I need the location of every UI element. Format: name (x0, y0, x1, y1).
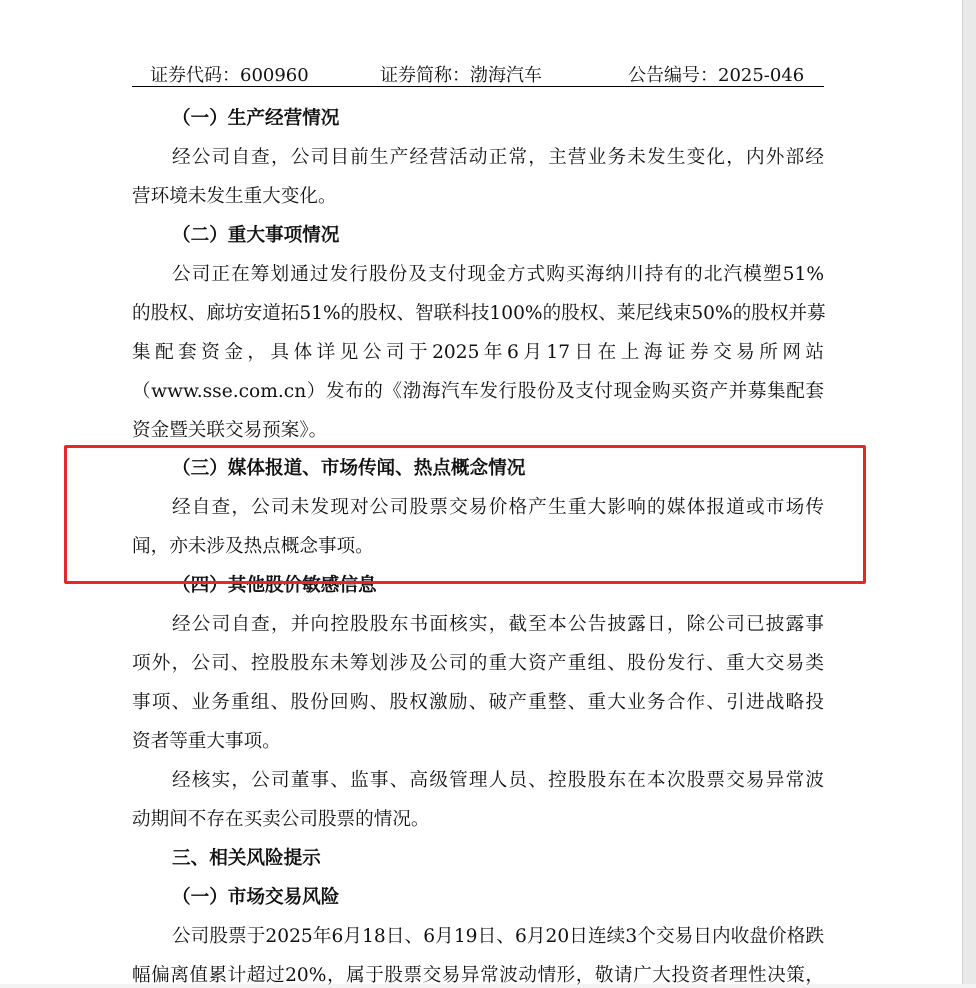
notice-number: 公告编号：2025-046 (628, 65, 805, 86)
section-heading: （一）市场交易风险 (172, 887, 340, 908)
paragraph-line: 集配套资金，具体详见公司于2025年6月17日在上海证券交易所网站 (132, 342, 824, 363)
paragraph-line: 公司股票于2025年6月18日、6月19日、6月20日连续3个交易日内收盘价格跌 (172, 926, 824, 947)
paragraph-line: 幅偏离值累计超过20%，属于股票交易异常波动情形，敬请广大投资者理性决策， (132, 965, 824, 986)
paragraph-line: 的股权、廊坊安道拓51%的股权、智联科技100%的股权、莱尼线束50%的股权并募 (132, 303, 826, 324)
section-heading: （一）生产经营情况 (172, 108, 340, 129)
paragraph-line: 事项、业务重组、股份回购、股权激励、破产重整、重大业务合作、引进战略投 (132, 692, 824, 713)
stock-code: 证券代码：600960 (150, 65, 309, 86)
stock-abbreviation: 证券简称：渤海汽车 (380, 65, 542, 86)
paragraph-line: 资金暨关联交易预案》。 (132, 420, 328, 441)
paragraph-line: （www.sse.com.cn）发布的《渤海汽车发行股份及支付现金购买资产并募集配套 (132, 381, 824, 402)
paragraph-line: 经公司自查，公司目前生产经营活动正常，主营业务未发生变化，内外部经 (172, 147, 824, 168)
paragraph-line: 经核实，公司董事、监事、高级管理人员、控股股东在本次股票交易异常波 (172, 770, 824, 791)
paragraph-line: 经自查，公司未发现对公司股票交易价格产生重大影响的媒体报道或市场传 (172, 497, 824, 518)
section-heading: 三、相关风险提示 (172, 848, 321, 869)
paragraph-line: 公司正在筹划通过发行股份及支付现金方式购买海纳川持有的北汽模塑51% (172, 264, 824, 285)
document-header (132, 56, 824, 87)
paragraph-line: 经公司自查，并向控股股东书面核实，截至本公告披露日，除公司已披露事 (172, 614, 824, 635)
paragraph-line: 资者等重大事项。 (132, 731, 281, 752)
section-heading: （二）重大事项情况 (172, 225, 340, 246)
paragraph-line: 闻，亦未涉及热点概念事项。 (132, 536, 374, 557)
paragraph-line: 动期间不存在买卖公司股票的情况。 (132, 809, 430, 830)
page-edge (962, 0, 976, 984)
section-heading: （三）媒体报道、市场传闻、热点概念情况 (172, 458, 526, 479)
paragraph-line: 项外，公司、控股股东未筹划涉及公司的重大资产重组、股份发行、重大交易类 (132, 653, 824, 674)
paragraph-line: 营环境未发生重大变化。 (132, 186, 337, 207)
section-heading: （四）其他股价敏感信息 (172, 575, 377, 596)
